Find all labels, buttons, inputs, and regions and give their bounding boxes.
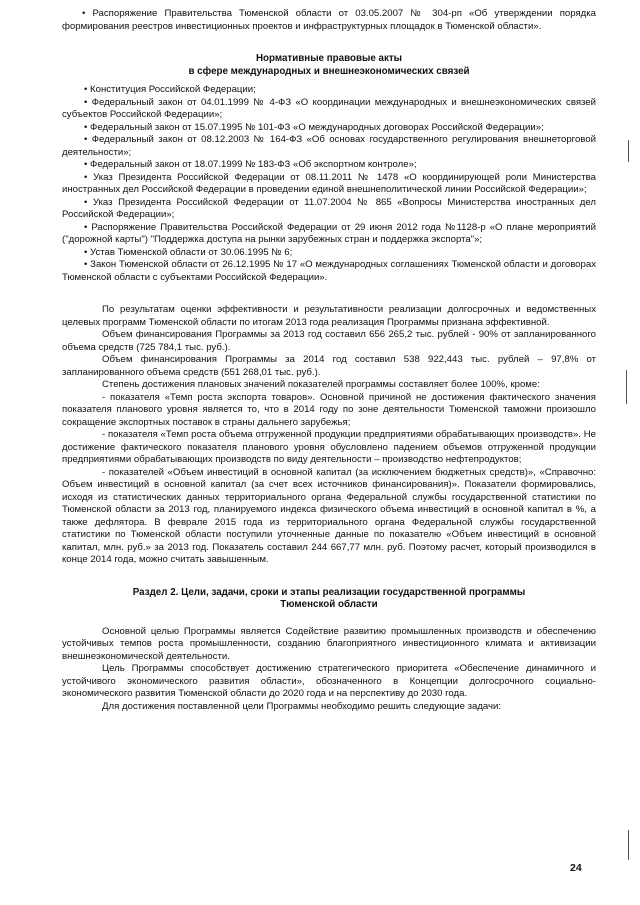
financing-2013-paragraph: Объем финансирования Программы за 2013 год составил 656 265,2 тыс. рублей - 90% от запланированного объема средств (725 784,1 тыс. руб.).	[62, 329, 596, 353]
list-item: • Указ Президента Российской Федерации от 08.11.2011 № 1478 «О координирующей роли Министерства иностранных дел Российской Федерации в проведении единой внешнеполитической линии Российской Федерации»;	[62, 171, 596, 195]
investment-indicator-paragraph: - показателей «Объем инвестиций в основной капитал (за исключением бюджетных средств)», «Справочно: Объем инвестиций в основной капитал (за счет всех источников финансирования)». Показатели формировались, исходя из статистических данных территориального органа Федеральной службы государственной статистики по Тюменской области за 2013 год, планируемого индекса физического объема инвестиций в основной капитал в %, а также дефлятора. В феврале 2015 года из территориального органа Федеральной службы государственной статистики по Тюменской области поступили уточненные данные по показателю «Объем инвестиций в основной капитал, млн. руб.» за 2013 год. Показатель составил 244 667,77 млн. руб. Поэтому расчет, который производился в конце 2014 года, можно считать завышенным.	[62, 466, 596, 565]
section-heading-line-1: Нормативные правовые акты	[255, 53, 403, 64]
list-item: • Конституция Российской Федерации;	[84, 84, 256, 95]
results-paragraph: По результатам оценки эффективности и результативности реализации долгосрочных и ведомственных целевых программ Тюменской области по итогам 2013 года реализация Программы признана эффективной.	[62, 304, 596, 328]
margin-scan-mark	[626, 370, 627, 404]
acts-list	[62, 84, 596, 284]
list-item: • Устав Тюменской области от 30.06.1995 № 6;	[84, 246, 293, 258]
document-page	[62, 8, 596, 713]
priority-paragraph: Цель Программы способствует достижению стратегического приоритета «Обеспечение динамичного и устойчивого экономического развития области», обозначенного в Концепции долгосрочного социально-экономического развития Тюменской области до 2020 года и на перспективу до 2030 года.	[62, 663, 596, 699]
margin-scan-mark	[628, 830, 629, 860]
section-2-heading-line-1: Раздел 2. Цели, задачи, сроки и этапы реализации государственной программы	[132, 586, 526, 598]
list-item: • Указ Президента Российской Федерации от 11.07.2004 № 865 «Вопросы Министерства иностранных дел Российской Федерации»;	[62, 196, 596, 220]
list-item: • Федеральный закон от 04.01.1999 № 4-ФЗ «О координации международных и внешнеэкономических связей субъектов Российской Федерации»;	[62, 96, 596, 120]
list-item: • Распоряжение Правительства Российской Федерации от 29 июня 2012 года №1128-р «О плане мероприятий ("дорожной карты") "Поддержка доступа на рынки зарубежных стран и поддержка экспорта"»;	[62, 221, 596, 245]
list-item: • Федеральный закон от 18.07.1999 № 183-ФЗ «Об экспортном контроле»;	[84, 159, 417, 170]
list-item: • Федеральный закон от 15.07.1995 № 101-ФЗ «О международных договорах Российской Федерации»;	[84, 121, 544, 133]
list-item: • Федеральный закон от 08.12.2003 № 164-ФЗ «Об основах государственного регулирования внешнеторговой деятельности»;	[62, 134, 596, 158]
goal-paragraph: Основной целью Программы является Содействие развитию промышленных производств и обеспечению устойчивых темпов роста промышленности, созданию благоприятного инвестиционного климата и активизации внешнеэкономической деятельности.	[62, 625, 596, 662]
financing-2014-paragraph: Объем финансирования Программы за 2014 год составил 538 922,443 тыс. рублей – 97,8% от запланированного объема средств (551 268,01 тыс. руб.).	[62, 354, 596, 378]
export-indicator-paragraph: - показателя «Темп роста экспорта товаров». Основной причиной не достижения фактического значения показателя планового уровня является то, что в 2014 году по зоне деятельности Тюменской таможни произошло сокращение экспортных поставок в страны дальнего зарубежья;	[62, 391, 596, 428]
page-number: 24	[570, 862, 582, 874]
tasks-intro-paragraph: Для достижения поставленной цели Программы необходимо решить следующие задачи:	[102, 700, 502, 712]
indicators-paragraph: Степень достижения плановых значений показателей программы составляет более 100%, кроме:	[102, 379, 540, 390]
margin-scan-mark	[628, 140, 629, 162]
section-2-heading-line-2: Тюменской области	[280, 599, 378, 610]
intro-list-item: • Распоряжение Правительства Тюменской области от 03.05.2007 № 304-рп «Об утверждении порядка формирования реестров инвестиционных проектов и инфраструктурных площадок в Тюменской области».	[62, 8, 596, 32]
manufacturing-indicator-paragraph: - показателя «Темп роста объема отгруженной продукции предприятиями обрабатывающих производств». Не достижение фактического показателя планового уровня обусловлено падением объемов отгруженной продукции предприятиями обрабатывающих производств по виду деятельности – производство нефтепродуктов;	[62, 429, 596, 465]
section-heading-line-2: в сфере международных и внешнеэкономических связей	[188, 65, 470, 77]
list-item: • Закон Тюменской области от 26.12.1995 № 17 «О международных соглашениях Тюменской области и договорах Тюменской области с субъектами Российской Федерации».	[62, 259, 596, 283]
